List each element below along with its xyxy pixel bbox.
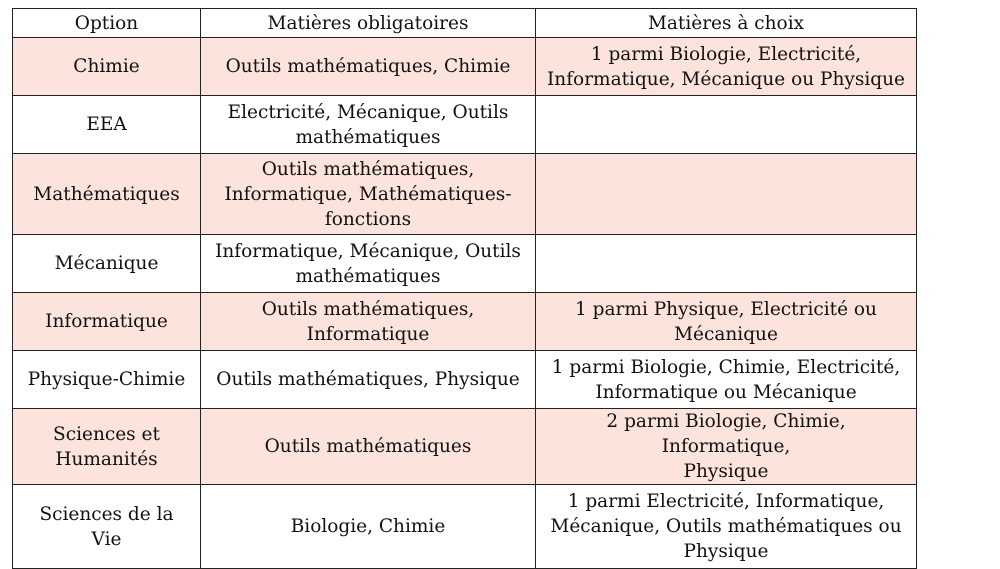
obligatoires-text: Outils mathématiques xyxy=(264,436,472,457)
option-line: Vie xyxy=(91,528,122,550)
choix-line: Informatique ou Mécanique xyxy=(595,381,857,403)
obligatoires-cell xyxy=(201,38,536,96)
table-row xyxy=(13,409,917,485)
choix-cell xyxy=(536,409,917,485)
obligatoires-line: Outils mathématiques, xyxy=(261,298,475,320)
option-cell xyxy=(13,351,201,409)
choix-line: 1 parmi Electricité, Informatique, xyxy=(567,491,885,512)
choix-cell xyxy=(536,235,917,293)
header-option: Option xyxy=(13,9,201,38)
table-row xyxy=(13,351,917,409)
option-name: Mathématiques xyxy=(33,183,180,205)
obligatoires-text: Outils mathématiques, Physique xyxy=(216,369,520,390)
obligatoires-line: Outils mathématiques, xyxy=(261,158,475,180)
header-matieres-obligatoires: Matières obligatoires xyxy=(201,9,536,38)
obligatoires-line: Electricité, Mécanique, Outils xyxy=(227,101,509,123)
option-cell xyxy=(13,235,201,293)
option-name: Mécanique xyxy=(54,253,159,274)
choix-line: Physique xyxy=(683,541,769,562)
choix-line: Mécanique, Outils mathématiques ou xyxy=(550,516,902,537)
table-header-row xyxy=(13,9,917,38)
choix-line: 1 parmi Biologie, Chimie, Electricité, xyxy=(551,356,901,378)
obligatoires-line: fonctions xyxy=(324,208,412,230)
choix-line: 1 parmi Biologie, Electricité, xyxy=(590,43,862,65)
obligatoires-cell xyxy=(201,293,536,351)
option-name: Physique-Chimie xyxy=(27,369,186,390)
choix-line: Informatique, Mécanique ou Physique xyxy=(546,68,905,90)
obligatoires-cell xyxy=(201,485,536,569)
table-row xyxy=(13,293,917,351)
option-cell xyxy=(13,485,201,569)
obligatoires-cell xyxy=(201,351,536,409)
choix-cell xyxy=(536,485,917,569)
table-row xyxy=(13,96,917,154)
option-line: Sciences de la xyxy=(39,503,174,525)
choix-line: Physique xyxy=(683,461,769,482)
obligatoires-line: Informatique, Mécanique, Outils xyxy=(215,240,521,262)
option-cell xyxy=(13,293,201,351)
option-cell xyxy=(13,38,201,96)
obligatoires-cell xyxy=(201,96,536,154)
obligatoires-cell xyxy=(201,409,536,485)
obligatoires-line: mathématiques xyxy=(295,126,441,148)
choix-line: 2 parmi Biologie, Chimie, Informatique, xyxy=(606,411,846,457)
obligatoires-cell xyxy=(201,154,536,235)
choix-cell xyxy=(536,293,917,351)
choix-cell xyxy=(536,351,917,409)
choix-line: 1 parmi Physique, Electricité ou xyxy=(575,298,877,320)
obligatoires-text: Biologie, Chimie xyxy=(290,516,446,537)
table-row xyxy=(13,38,917,96)
choix-line: Mécanique xyxy=(674,323,778,345)
option-name: EEA xyxy=(86,114,127,135)
table-row xyxy=(13,235,917,293)
option-line: Sciences et xyxy=(53,423,160,445)
obligatoires-line: Informatique, Mathématiques- xyxy=(224,183,512,205)
header-matieres-a-choix: Matières à choix xyxy=(536,9,917,38)
option-cell xyxy=(13,96,201,154)
option-name: Chimie xyxy=(73,56,140,77)
option-line: Humanités xyxy=(55,448,158,470)
choix-cell xyxy=(536,154,917,235)
table-row xyxy=(13,154,917,235)
table-row xyxy=(13,485,917,569)
option-cell xyxy=(13,154,201,235)
obligatoires-line: mathématiques xyxy=(295,265,441,287)
choix-cell xyxy=(536,38,917,96)
option-name: Informatique xyxy=(45,311,168,332)
option-cell xyxy=(13,409,201,485)
obligatoires-text: Outils mathématiques, Chimie xyxy=(225,56,511,77)
obligatoires-cell xyxy=(201,235,536,293)
choix-cell xyxy=(536,96,917,154)
options-table xyxy=(12,8,917,569)
obligatoires-line: Informatique xyxy=(306,323,430,345)
